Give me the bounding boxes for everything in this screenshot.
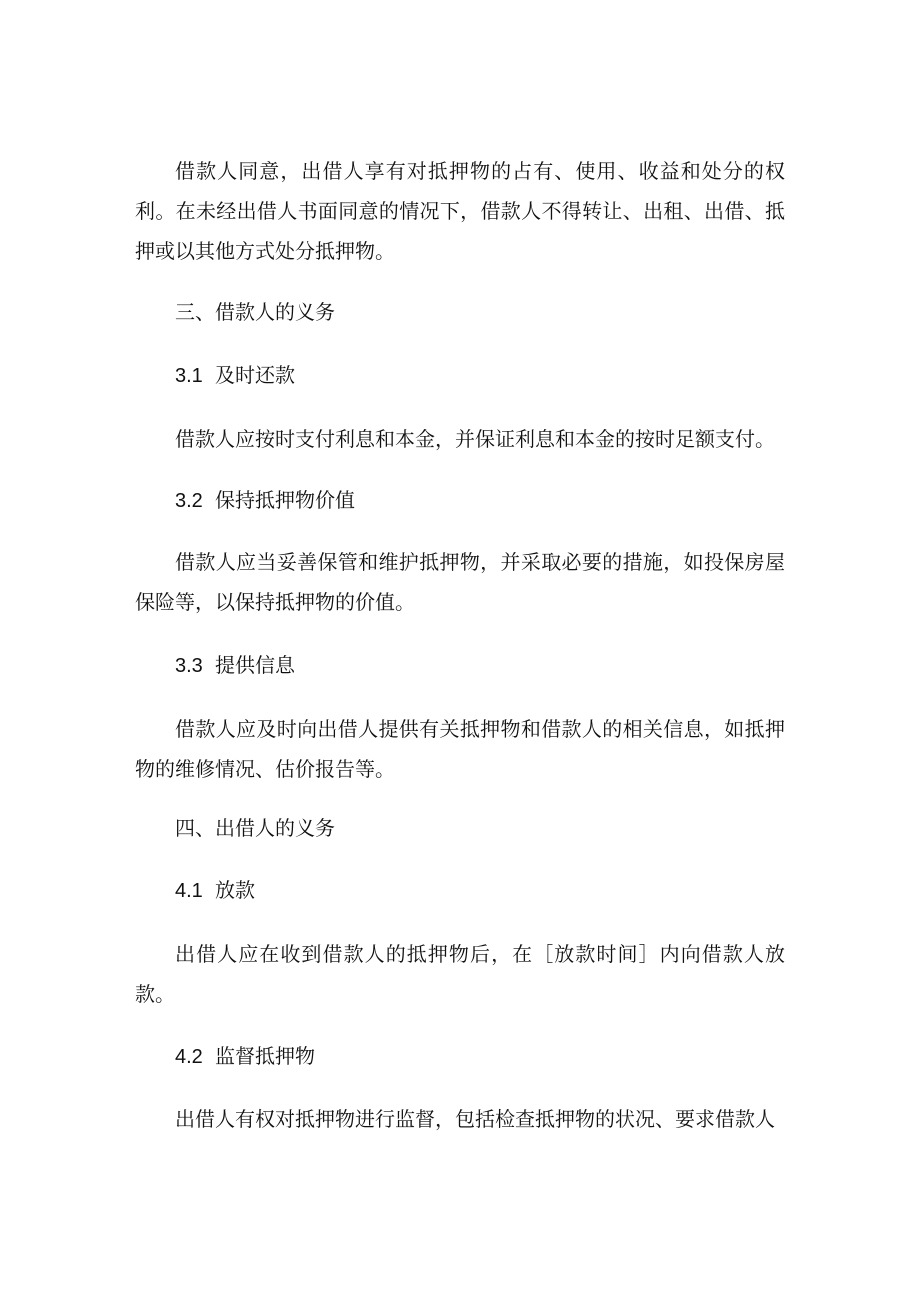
clause-number: 3.2 bbox=[175, 490, 203, 512]
clause-3-1-text: 借款人应按时支付利息和本金，并保证利息和本金的按时足额支付。 bbox=[175, 427, 775, 451]
section-3-heading: 三、借款人的义务 bbox=[175, 300, 335, 324]
clause-3-1-heading bbox=[135, 355, 785, 396]
clause-3-2-text: 借款人应当妥善保管和维护抵押物，并采取必要的措施，如投保房屋保险等，以保持抵押物的价值。 bbox=[135, 550, 785, 614]
clause-3-2-heading bbox=[135, 480, 785, 521]
clause-title: 放款 bbox=[215, 878, 255, 902]
clause-3-3-heading bbox=[135, 645, 785, 686]
clause-title: 及时还款 bbox=[215, 363, 295, 387]
clause-title: 监督抵押物 bbox=[215, 1044, 315, 1068]
clause-number: 3.3 bbox=[175, 655, 203, 677]
intro-paragraph: 借款人同意，出借人享有对抵押物的占有、使用、收益和处分的权利。在未经出借人书面同意的情况下，借款人不得转让、出租、出借、抵押或以其他方式处分抵押物。 bbox=[135, 159, 785, 263]
clause-title: 保持抵押物价值 bbox=[215, 488, 355, 512]
clause-4-2-heading bbox=[135, 1036, 785, 1077]
clause-number: 3.1 bbox=[175, 365, 203, 387]
clause-4-1-text: 出借人应在收到借款人的抵押物后，在［放款时间］内向借款人放款。 bbox=[135, 942, 785, 1006]
clause-4-1-heading bbox=[135, 870, 785, 911]
clause-title: 提供信息 bbox=[215, 653, 295, 677]
clause-4-2-text: 出借人有权对抵押物进行监督，包括检查抵押物的状况、要求借款人 bbox=[175, 1107, 775, 1131]
section-4-heading: 四、出借人的义务 bbox=[175, 816, 335, 840]
clause-number: 4.1 bbox=[175, 880, 203, 902]
clause-number: 4.2 bbox=[175, 1046, 203, 1068]
clause-3-3-text: 借款人应及时向出借人提供有关抵押物和借款人的相关信息，如抵押物的维修情况、估价报告等。 bbox=[135, 717, 785, 781]
